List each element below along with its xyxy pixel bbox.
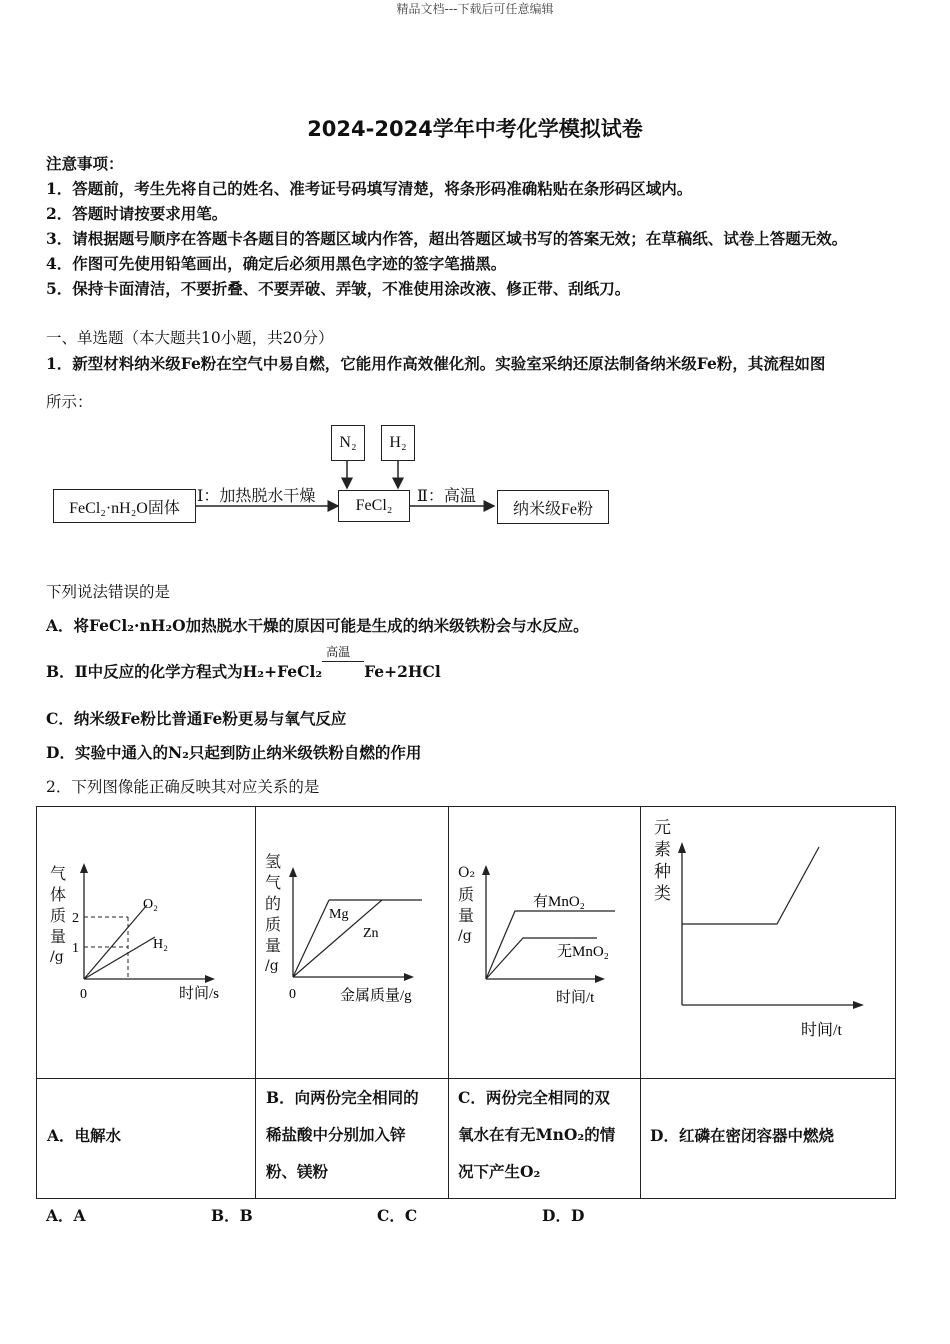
- q2-table: [36, 806, 896, 1199]
- origin-label: 0: [289, 987, 296, 1002]
- x-axis-label: 金属质量/g: [340, 988, 412, 1004]
- series-label-o2: O₂: [143, 897, 158, 912]
- notice-item: 3．请根据题号顺序在答题卡各题目的答题区域内作答，超出答题区域书写的答案无效；在草稿纸、试卷上答题无效。: [46, 229, 848, 248]
- choice-c[interactable]: C．C: [377, 1206, 418, 1225]
- graph-c-ylabel: O₂ 质 量 /g: [458, 865, 476, 944]
- q1-option-b-post: Fe+2HCl: [364, 662, 441, 681]
- series-label-without: 无MnO₂: [557, 944, 609, 960]
- caption-b: B．向两份完全相同的 稀盐酸中分别加入锌 粉、镁粉: [266, 1088, 419, 1181]
- series-label-h2: H₂: [153, 937, 168, 952]
- flow-step1-label: Ⅰ：加热脱水干燥: [197, 486, 316, 505]
- q1-stem-line1: 1．新型材料纳米级Fe粉在空气中易自燃，它能用作高效催化剂。实验室采纳还原法制备纳米级Fe粉，其流程如图: [46, 354, 826, 373]
- graph-a: [37, 807, 255, 1078]
- graph-b-ylabel: 氢 气 的 质 量 /g: [265, 852, 282, 974]
- notice-item: 1．答题前，考生先将自己的姓名、准考证号码填写清楚，将条形码准确粘贴在条形码区域内。: [46, 179, 693, 198]
- graph-c: [449, 807, 640, 1078]
- reaction-equals-bar: [322, 661, 364, 662]
- notice-item: 5．保持卡面清洁，不要折叠、不要弄破、弄皱，不准使用涂改液、修正带、刮纸刀。: [46, 279, 631, 298]
- q1-option-a: A．将FeCl₂·nH₂O加热脱水干燥的原因可能是生成的纳米级铁粉会与水反应。: [46, 616, 589, 635]
- tick-label: 1: [72, 941, 79, 956]
- flow-box-end: 纳米级Fe粉: [497, 490, 609, 524]
- graph-b-plot: [256, 807, 448, 1078]
- q1-option-b-pre: B．Ⅱ中反应的化学方程式为H₂+FeCl₂: [46, 662, 323, 681]
- graph-a-ylabel: 气 体 质 量 /g: [50, 864, 67, 965]
- notice-item: 2．答题时请按要求用笔。: [46, 204, 228, 223]
- q2-stem: 2．下列图像能正确反映其对应关系的是: [46, 778, 320, 796]
- choice-a[interactable]: A．A: [46, 1206, 86, 1225]
- x-axis-label: 时间/t: [556, 990, 595, 1006]
- graph-d-ylabel: 元 素 种 类: [654, 818, 671, 904]
- line-o2: [84, 905, 147, 979]
- x-axis-arrow: [853, 1001, 864, 1009]
- choice-d[interactable]: D．D: [542, 1206, 585, 1225]
- x-axis-arrow: [205, 975, 215, 983]
- reaction-condition-label: 高温: [326, 645, 351, 659]
- q1-option-b: [46, 645, 441, 682]
- notice-heading: 注意事项：: [46, 154, 124, 173]
- caption-c: C．两份完全相同的双 氧水在有无MnO₂的情 况下产生O₂: [458, 1088, 616, 1181]
- series-label-zn: Zn: [363, 926, 379, 941]
- page-title: 2024-2024学年中考化学模拟试卷: [307, 117, 643, 141]
- graph-d-plot: [641, 807, 896, 1078]
- y-axis-arrow: [678, 842, 686, 853]
- origin-label: 0: [80, 987, 87, 1002]
- line-h2: [84, 937, 155, 979]
- section-heading: 一、单选题（本大题共10小题，共20分）: [46, 329, 334, 347]
- choice-b[interactable]: B．B: [211, 1206, 253, 1225]
- y-axis-arrow: [482, 865, 490, 875]
- line-elements: [682, 847, 819, 924]
- header-note: 精品文档---下载后可任意编辑: [396, 2, 554, 16]
- q1-option-c: C．纳米级Fe粉比普通Fe粉更易与氧气反应: [46, 709, 347, 728]
- y-axis-arrow: [80, 863, 88, 873]
- x-axis-label: 时间/s: [179, 986, 220, 1002]
- flow-box-h2: H₂: [381, 425, 415, 461]
- graph-b: [256, 807, 448, 1078]
- flow-box-n2: N₂: [331, 425, 365, 461]
- q1-stem-line2: 所示：: [46, 393, 93, 411]
- line-mg: [293, 900, 329, 977]
- q1-option-d: D．实验中通入的N₂只起到防止纳米级铁粉自燃的作用: [46, 743, 422, 762]
- flow-step2-label: Ⅱ：高温: [417, 486, 476, 505]
- notice-item: 4．作图可先使用铅笔画出，确定后必须用黑色字迹的签字笔描黑。: [46, 254, 507, 273]
- series-label-with: 有MnO₂: [533, 894, 585, 910]
- flow-box-mid: FeCl₂: [338, 490, 410, 522]
- x-axis-label: 时间/t: [801, 1022, 842, 1039]
- graph-a-plot: [37, 807, 255, 1078]
- x-axis-arrow: [404, 973, 414, 981]
- caption-d: D．红磷在密闭容器中燃烧: [650, 1126, 834, 1145]
- q1-ask: 下列说法错误的是: [46, 583, 171, 601]
- x-axis-arrow: [595, 975, 605, 983]
- reaction-condition: [322, 645, 364, 681]
- y-axis-arrow: [289, 867, 297, 877]
- series-label-mg: Mg: [329, 907, 349, 922]
- graph-d: [641, 807, 896, 1078]
- flow-box-start: FeCl₂·nH₂O固体: [53, 489, 196, 523]
- caption-a: A．电解水: [47, 1126, 122, 1145]
- tick-label: 2: [72, 911, 79, 926]
- graph-c-plot: [449, 807, 640, 1078]
